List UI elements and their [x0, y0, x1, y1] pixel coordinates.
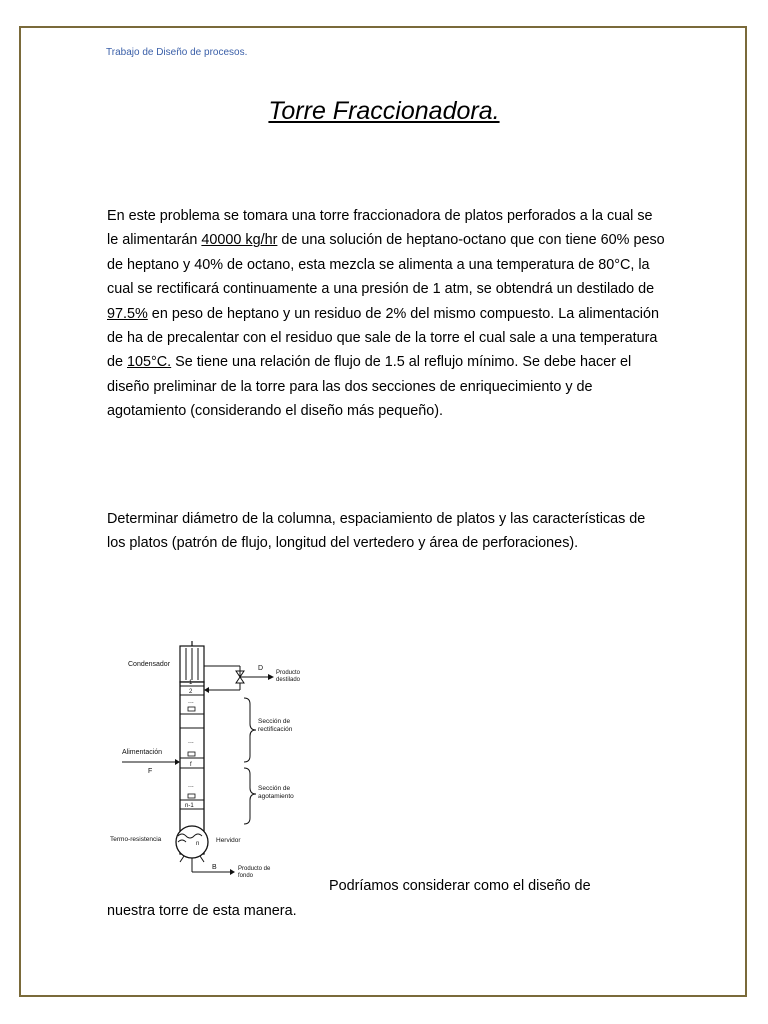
distillate-product-label: destilado [276, 677, 301, 683]
reboiler-shape [176, 826, 208, 858]
arrow-right-icon [230, 869, 235, 875]
feed-label: Alimentación [122, 749, 163, 756]
reboiler-label: Hervidor [216, 837, 241, 844]
plate-ellipsis: ... [188, 698, 194, 705]
arrow-left-icon [204, 687, 209, 693]
distillate-purity-value: 97.5% [107, 305, 148, 322]
arrow-right-icon [268, 674, 274, 680]
rectifying-section-label: Sección de [258, 718, 291, 725]
distillate-product-label: Producto [276, 670, 301, 676]
distillate-flow-label: D [258, 665, 264, 672]
condenser-label: Condensador [128, 661, 171, 668]
paragraph-text: en peso de heptano y un residuo de 2% del mismo compuesto. La alimentación de ha de precalentar con el residuo que sale de la torre el cual sale a una temperatura de [107, 305, 659, 371]
plate-ellipsis: ... [188, 738, 194, 745]
thermo-resistance-label: Termo-resistencia [110, 836, 162, 843]
plate-ellipsis: ... [188, 782, 194, 789]
closing-text-line-2: nuestra torre de esta manera. [107, 903, 297, 919]
bottoms-flow-label: B [212, 864, 217, 871]
paragraph-text: En este problema se tomara una torre fraccionadora de platos perforados a la cual se le alimentarán [107, 208, 653, 249]
plate-number-1: 1 [189, 680, 193, 686]
arrow-right-icon [175, 759, 180, 765]
feed-flow-label: F [148, 768, 153, 775]
stripping-section-label: agotamiento [258, 793, 294, 800]
bottoms-product-label: Producto de [238, 866, 271, 872]
feed-rate-value: 40000 kg/hr [201, 232, 278, 249]
valve-icon [236, 677, 244, 683]
plate-number-n-1: n-1 [185, 803, 194, 809]
stripping-section-brace [244, 768, 256, 824]
stripping-section-label: Sección de [258, 785, 291, 792]
fractionating-column-diagram [108, 640, 323, 885]
closing-text-line-1: Podríamos considerar como el diseño de [329, 878, 591, 894]
plate-number-n: n [196, 841, 200, 847]
objectives-paragraph: Determinar diámetro de la columna, espaciamiento de platos y las características de los platos (patrón de flujo, longitud del vertedero y área de perforaciones). [107, 511, 646, 552]
document-header: Trabajo de Diseño de procesos. [106, 47, 248, 58]
paragraph-text: Se tiene una relación de flujo de 1.5 al reflujo mínimo. Se debe hacer el diseño preliminar de la torre para las dos secciones de enriquecimiento y de agotamiento (considerando el diseño más pequeño). [107, 354, 632, 420]
plate-number-2: 2 [189, 689, 193, 695]
paragraph-text: de una solución de heptano-octano que con tiene 60% peso de heptano y 40% de octano, esta mezcla se alimenta a una temperatura de 80°C, la cual se rectificará continuamente a una presión de 1 atm, se obtendrá un destilado de [107, 232, 665, 298]
rectifying-section-brace [244, 698, 256, 762]
problem-statement-paragraph [107, 204, 667, 424]
bottoms-product-label: fondo [238, 873, 254, 879]
plate-number-feed: f [190, 762, 192, 768]
residue-temperature-value: 105°C. [127, 354, 172, 371]
document-title: Torre Fraccionadora. [268, 97, 500, 125]
reboiler-leg [200, 856, 204, 862]
rectifying-section-label: rectificación [258, 726, 293, 733]
reboiler-leg [180, 856, 184, 862]
